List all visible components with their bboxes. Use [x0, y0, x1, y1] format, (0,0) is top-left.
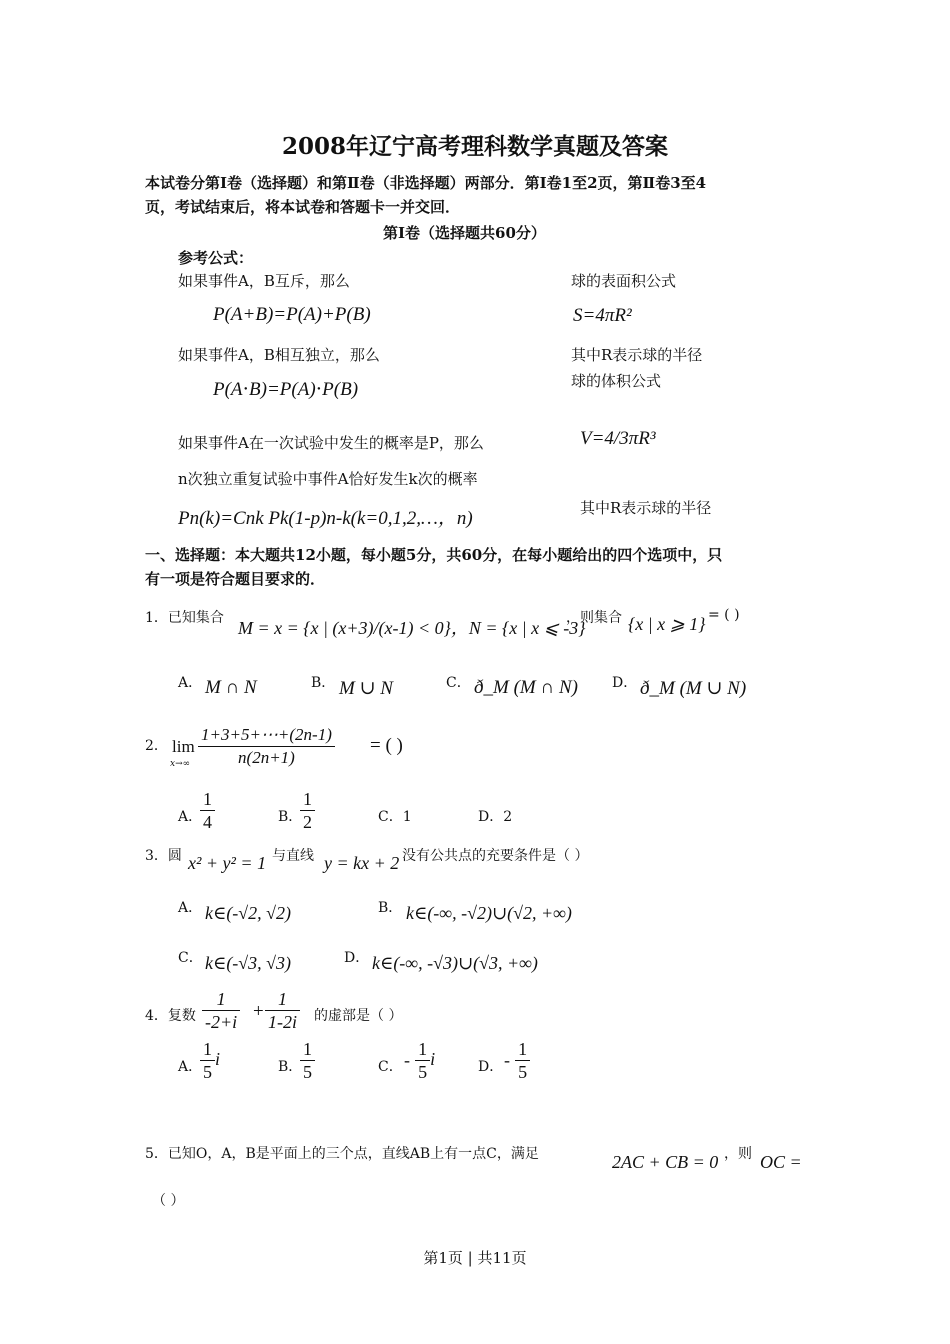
q3-option-c: k∈(-√3, √3) [205, 953, 292, 973]
q2-option-a [200, 788, 215, 833]
q1-option-b: M ∪ N [339, 678, 393, 699]
q2-numerator: 1+3+5+⋯+(2n-1) [198, 724, 335, 747]
page-title: 2008年辽宁高考理科数学真题及答案 [281, 133, 668, 160]
q3-circle: x² + y² = 1 [188, 853, 267, 873]
part1-heading: 第Ⅰ卷（选择题共60分） [383, 224, 546, 242]
q1-option-a-label: A． [178, 675, 203, 691]
q2-option-b [300, 788, 315, 833]
formula-1: P(A+B)=P(A)+P(B) [213, 304, 371, 325]
q4-option-b [300, 1038, 315, 1083]
q2-option-c: C．1 [378, 809, 412, 825]
sphere-radius-note-2: 其中R表示球的半径 [580, 499, 712, 517]
q4-option-a-suffix: i [215, 1049, 221, 1069]
q5-stem: 5．已知O，A，B是平面上的三个点，直线AB上有一点C，满足 [145, 1146, 539, 1162]
section-1-line-2: 有一项是符合题目要求的． [145, 570, 326, 588]
q4-fraction-2 [265, 988, 300, 1033]
q1-option-d: ð_M (M ∪ N) [640, 678, 747, 699]
q4-option-b-den: 5 [303, 1062, 312, 1082]
q4-option-a-num: 1 [200, 1038, 215, 1061]
q2-lim: lim [172, 737, 195, 756]
q3-option-a-label: A． [178, 900, 203, 916]
q4-option-b-label: B． [278, 1059, 303, 1075]
formula-2: P(A⋅B)=P(A)⋅P(B) [213, 379, 359, 400]
q4-option-d-den: 5 [518, 1062, 528, 1082]
q4-option-a-den: 5 [203, 1062, 212, 1082]
formula-3-text-2: n次独立重复试验中事件A恰好发生k次的概率 [178, 470, 478, 488]
formula-2-text: 如果事件A，B相互独立，那么 [178, 346, 380, 364]
q3-option-a: k∈(-√2, √2) [205, 903, 292, 923]
sphere-radius-note-1: 其中R表示球的半径 [571, 346, 703, 364]
q1-option-b-label: B． [311, 675, 336, 691]
sphere-volume-label: 球的体积公式 [571, 372, 662, 390]
q4-option-a-label: A． [178, 1059, 203, 1075]
q4-stem: 4．复数 [145, 1008, 196, 1024]
q2-option-b-num: 1 [300, 788, 315, 811]
formula-1-text: 如果事件A，B互斥，那么 [178, 272, 350, 290]
q3-tail: 没有公共点的充要条件是（ ） [402, 848, 589, 864]
q1-stem-a: 1．已知集合 [145, 610, 224, 626]
q3-option-b: k∈(-∞, -√2)∪(√2, +∞) [406, 903, 572, 923]
q3-option-d-label: D． [344, 950, 370, 966]
q2-option-d: D．2 [478, 809, 513, 825]
formulas-label: 参考公式： [178, 249, 254, 267]
formula-3: Pn(k)=Cnk Pk(1-p)n-k(k=0,1,2,…，n) [178, 508, 473, 529]
q2-tail: = ( ) [370, 735, 403, 756]
q2-option-a-den: 4 [203, 812, 212, 832]
sphere-area-formula: S=4πR² [573, 305, 632, 326]
intro-line-2: 页，考试结束后，将本试卷和答题卡一并交回． [145, 198, 461, 216]
q4-plus: + [253, 1001, 264, 1022]
q4-option-c [404, 1038, 435, 1083]
q2-option-a-num: 1 [200, 788, 215, 811]
q3-mid: 与直线 [272, 848, 314, 864]
q4-option-d [504, 1038, 530, 1083]
q2-number: 2． [145, 738, 168, 754]
q4-option-c-minus: - [404, 1050, 410, 1070]
q5-condition: 2AC + CB = 0 [612, 1152, 719, 1172]
q5-answer-paren: （ ） [152, 1193, 185, 1209]
q5-mid: ，则 [724, 1146, 752, 1162]
q1-option-c-label: C． [446, 675, 471, 691]
q4-option-d-minus: - [504, 1050, 510, 1070]
q1-option-d-label: D． [612, 675, 638, 691]
q2-fraction [198, 724, 335, 769]
q2-lim-subscript: x→∞ [170, 759, 191, 769]
formula-3-text-1: 如果事件A在一次试验中发生的概率是P，那么 [178, 434, 484, 452]
q3-option-c-label: C． [178, 950, 203, 966]
q4-option-a [200, 1038, 220, 1083]
q1-stem-c: = ( ) [708, 607, 740, 623]
q1-set-m-n: M = x = {x | (x+3)/(x-1) < 0}，N = {x | x ⩽ -3} [238, 618, 586, 638]
q2-option-b-label: B． [278, 809, 303, 825]
q2-option-b-den: 2 [303, 812, 312, 832]
q3-line: y = kx + 2 [324, 853, 400, 873]
q4-f2-num: 1 [265, 988, 300, 1011]
q4-option-c-den: 5 [418, 1062, 428, 1082]
q4-tail: 的虚部是（ ） [314, 1008, 403, 1024]
q3-stem: 3．圆 [145, 848, 182, 864]
q1-option-a: M ∩ N [205, 677, 257, 698]
sphere-area-label: 球的表面积公式 [571, 272, 677, 290]
sphere-volume-formula: V=4/3πR³ [580, 428, 656, 449]
q1-set-c: {x | x ⩾ 1} [628, 614, 706, 634]
intro-line-1: 本试卷分第Ⅰ卷（选择题）和第Ⅱ卷（非选择题）两部分．第Ⅰ卷1至2页，第Ⅱ卷3至4 [145, 174, 707, 192]
q4-fraction-1 [202, 988, 240, 1033]
q4-f2-den: 1-2i [268, 1012, 297, 1032]
q5-target: OC = [760, 1152, 802, 1172]
q4-option-d-label: D． [478, 1059, 504, 1075]
q3-option-d: k∈(-∞, -√3)∪(√3, +∞) [372, 953, 538, 973]
q3-option-b-label: B． [378, 900, 403, 916]
q4-option-c-label: C． [378, 1059, 403, 1075]
section-1-line-1: 一、选择题：本大题共12小题，每小题5分，共60分，在每小题给出的四个选项中，只 [145, 546, 723, 564]
q4-f1-num: 1 [202, 988, 240, 1011]
q1-option-c: ð_M (M ∩ N) [474, 677, 578, 698]
q4-option-c-suffix: i [430, 1049, 436, 1069]
q4-option-d-num: 1 [515, 1038, 530, 1061]
q4-option-c-num: 1 [415, 1038, 430, 1061]
q2-option-a-label: A． [178, 809, 203, 825]
q4-option-b-num: 1 [300, 1038, 315, 1061]
q1-stem-b: ，则集合 [566, 610, 622, 626]
page-footer: 第1页 | 共11页 [423, 1249, 527, 1267]
q2-denominator: n(2n+1) [238, 748, 295, 767]
q4-f1-den: -2+i [205, 1012, 238, 1032]
